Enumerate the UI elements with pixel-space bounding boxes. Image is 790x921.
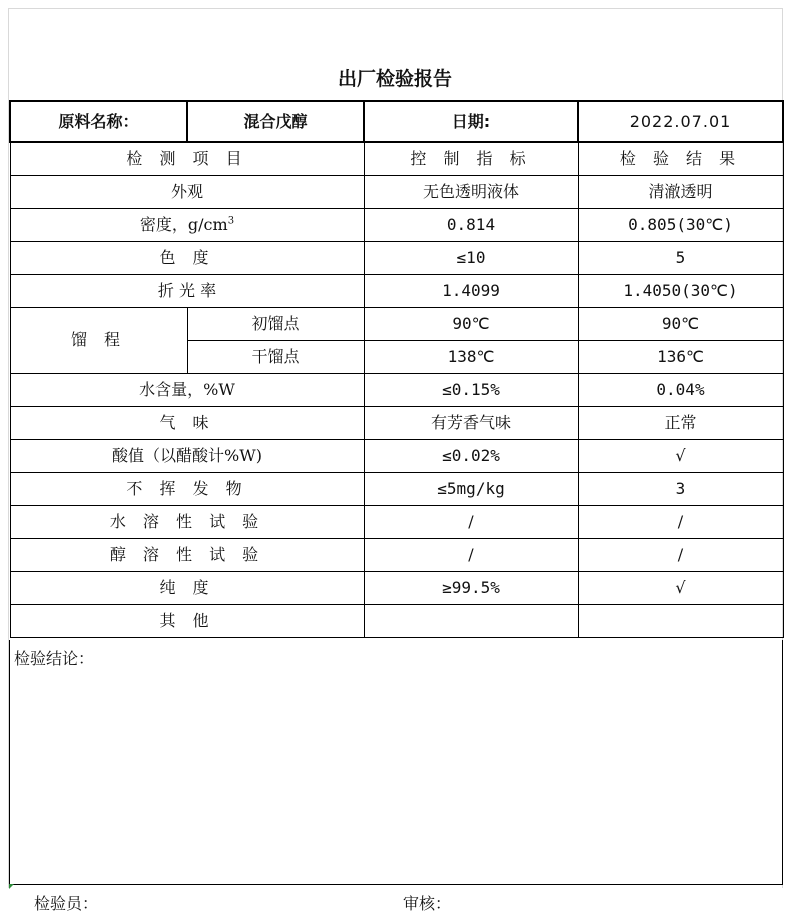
result-cell[interactable]: 正常 (578, 406, 783, 439)
spec-cell[interactable]: 138℃ (364, 340, 578, 373)
table-row (10, 439, 783, 472)
sheet-border-top (8, 8, 783, 9)
result-cell[interactable] (578, 604, 783, 637)
item-cell[interactable]: 不 挥 发 物 (10, 472, 364, 505)
spec-cell[interactable]: ≤5mg/kg (364, 472, 578, 505)
table-row (10, 505, 783, 538)
spec-cell[interactable]: / (364, 538, 578, 571)
result-cell[interactable]: 3 (578, 472, 783, 505)
date-value[interactable]: 2022.07.01 (578, 101, 783, 142)
item-cell[interactable] (10, 208, 364, 241)
col-header-spec[interactable]: 控 制 指 标 (364, 142, 578, 175)
spec-cell[interactable]: 无色透明液体 (364, 175, 578, 208)
table-row (10, 406, 783, 439)
spec-cell[interactable]: 0.814 (364, 208, 578, 241)
inspector-label: 检验员： (34, 894, 99, 913)
item-cell[interactable]: 气 味 (10, 406, 364, 439)
spec-cell[interactable]: / (364, 505, 578, 538)
result-cell[interactable]: √ (578, 439, 783, 472)
table-row (10, 373, 783, 406)
result-cell[interactable]: / (578, 505, 783, 538)
sub-item-cell[interactable]: 初馏点 (187, 307, 364, 340)
spec-cell[interactable]: 1.4099 (364, 274, 578, 307)
table-row (10, 175, 783, 208)
conclusion-box[interactable] (9, 640, 783, 885)
result-cell[interactable]: 90℃ (578, 307, 783, 340)
date-label[interactable]: 日期: (364, 101, 578, 142)
table-row (10, 241, 783, 274)
table-row (10, 208, 783, 241)
item-cell[interactable]: 水含量，%W (10, 373, 364, 406)
table-row (10, 604, 783, 637)
item-cell[interactable]: 醇 溶 性 试 验 (10, 538, 364, 571)
result-cell[interactable]: √ (578, 571, 783, 604)
inspection-table (9, 100, 784, 638)
spec-cell[interactable]: ≤0.02% (364, 439, 578, 472)
item-cell[interactable]: 纯 度 (10, 571, 364, 604)
table-row (10, 472, 783, 505)
col-header-item[interactable]: 检 测 项 目 (10, 142, 364, 175)
col-header-result[interactable]: 检 验 结 果 (578, 142, 783, 175)
result-cell[interactable]: 5 (578, 241, 783, 274)
material-value[interactable]: 混合戊醇 (187, 101, 364, 142)
item-cell[interactable]: 水 溶 性 试 验 (10, 505, 364, 538)
spec-cell[interactable]: 有芳香气味 (364, 406, 578, 439)
result-cell[interactable]: 0.805(30℃) (578, 208, 783, 241)
distillation-group-cell[interactable]: 馏 程 (10, 307, 187, 373)
item-cell[interactable]: 酸值（以醋酸计%W) (10, 439, 364, 472)
result-cell[interactable]: / (578, 538, 783, 571)
header-row (10, 101, 783, 142)
column-header-row (10, 142, 783, 175)
sub-item-cell[interactable]: 干馏点 (187, 340, 364, 373)
item-cell[interactable]: 折 光 率 (10, 274, 364, 307)
result-cell[interactable]: 136℃ (578, 340, 783, 373)
result-cell[interactable]: 清澈透明 (578, 175, 783, 208)
item-cell[interactable]: 外观 (10, 175, 364, 208)
reviewer-label: 审核： (403, 894, 452, 913)
spec-cell[interactable]: ≤0.15% (364, 373, 578, 406)
spec-cell[interactable] (364, 604, 578, 637)
spec-cell[interactable]: ≥99.5% (364, 571, 578, 604)
report-title: 出厂检验报告 (337, 68, 452, 90)
item-cell[interactable]: 其 他 (10, 604, 364, 637)
conclusion-label: 检验结论： (14, 649, 95, 668)
result-cell[interactable]: 0.04% (578, 373, 783, 406)
result-cell[interactable]: 1.4050(30℃) (578, 274, 783, 307)
spec-cell[interactable]: 90℃ (364, 307, 578, 340)
spec-cell[interactable]: ≤10 (364, 241, 578, 274)
table-row (10, 274, 783, 307)
table-row (10, 307, 783, 340)
density-superscript: 3 (227, 215, 235, 227)
cell-comment-marker (9, 884, 14, 889)
material-label[interactable]: 原料名称： (10, 101, 187, 142)
item-cell[interactable]: 色 度 (10, 241, 364, 274)
table-row (10, 538, 783, 571)
density-label: 密度，g/cm (139, 214, 228, 234)
table-row (10, 571, 783, 604)
